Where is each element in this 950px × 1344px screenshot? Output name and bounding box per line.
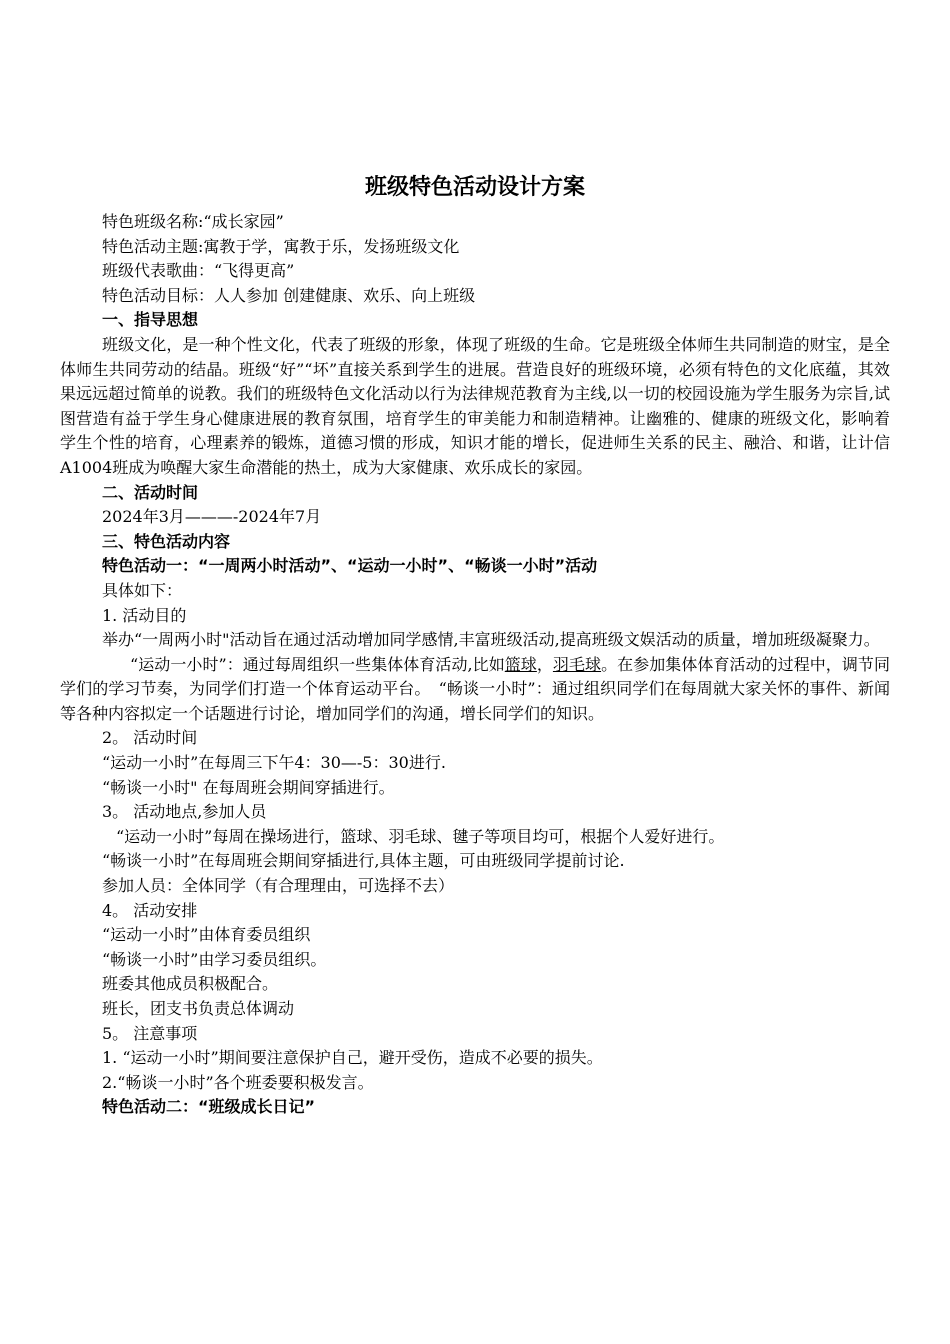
activity2-heading: 特色活动二：“班级成长日记”	[102, 1097, 316, 1117]
section-heading-activity-content: 三、特色活动内容	[102, 531, 231, 551]
guiding-ideology-paragraph: 班级文化，是一种个性文化，代表了班级的形象，体现了班级的生命。它是班级全体师生共同制造的财宝，是全体师生共同劳动的结晶。班级“好”“坏”直接关系到学生的进展。营造良好的班级环境，必须有特色的文化底蕴，其效果远远超过简单的说教。我们的班级特色文化活动以行为法律规范教育为主线,以一切的校园设施为学生服务为宗旨,试图营造有益于学生身心健康进展的教育氛围，培育学生的审美能力和制造精神。让幽雅的、健康的班级文化，影响着学生个性的培育，心理素养的锻炼，道德习惯的形成，知识才能的增长，促进师生关系的民主、融洽、和谐，让计信A1004班成为唤醒大家生命潜能的热土，成为大家健康、欢乐成长的家园。	[60, 334, 890, 477]
place-line-sports: “运动一小时”每周在操场进行，篮球、羽毛球、毽子等项目均可，根据个人爱好进行。	[116, 826, 725, 846]
class-name-line: 特色班级名称:“成长家园”	[102, 212, 284, 231]
notes-heading: 5。 注意事项	[102, 1023, 198, 1043]
activity-time-range: 2024年3月———-2024年7月	[102, 507, 322, 527]
participants-line: 参加人员：全体同学（有合理理由，可选择不去）	[102, 876, 455, 896]
purpose-paragraph: 举办“一周两小时"活动旨在通过活动增加同学感情,丰富班级活动,提高班级文娱活动的质量，增加班级凝聚力。	[102, 630, 880, 650]
section-heading-guiding-ideology: 一、指导思想	[102, 310, 199, 330]
time-line-talk: “畅谈一小时" 在每周班会期间穿插进行。	[102, 777, 395, 797]
sports-separator: ，	[536, 654, 553, 674]
arrange-line-committee: 班委其他成员积极配合。	[102, 974, 279, 994]
sports-talk-paragraph	[60, 653, 890, 727]
purpose-heading: 1. 活动目的	[102, 605, 187, 625]
arrange-line-talk: “畅谈一小时”由学习委员组织。	[102, 949, 327, 969]
place-line-talk: “畅谈一小时”在每周班会期间穿插进行,具体主题，可由班级同学提前讨论.	[102, 851, 625, 871]
document-page	[60, 170, 890, 1120]
time-line-sports: “运动一小时”在每周三下午4：30—-5：30进行.	[102, 753, 446, 773]
sports-paragraph-end: 。在参加集体体育活动的过程中，调节同学们的学习节奏，为同学们打造一个体育运动平台。 “畅谈一小时”：通过组织同学们在每周就大家关怀的事件、新闻等各种内容拟定一个话题进行讨论，增加同学们的沟通，增长同学们的知识。	[60, 654, 890, 723]
sports-paragraph-start: “运动一小时”：通过每周组织一些集体体育活动,比如	[130, 654, 505, 674]
class-song-line: 班级代表歌曲：“飞得更高”	[102, 261, 295, 281]
arrange-line-leaders: 班长，团支书负责总体调动	[102, 999, 295, 1018]
section-heading-activity-time: 二、活动时间	[102, 482, 199, 502]
basketball-link[interactable]: 篮球	[504, 654, 537, 674]
time-heading: 2。 活动时间	[102, 728, 198, 748]
place-heading: 3。 活动地点,参加人员	[102, 802, 267, 822]
details-intro: 具体如下：	[102, 580, 183, 600]
activity-theme-line: 特色活动主题:寓教于学，寓教于乐，发扬班级文化	[102, 236, 460, 256]
document-title: 班级特色活动设计方案	[364, 175, 585, 200]
badminton-link[interactable]: 羽毛球	[552, 654, 602, 674]
notes-line-1: 1. “运动一小时”期间要注意保护自己，避开受伤，造成不必要的损失。	[102, 1048, 603, 1068]
arrange-heading: 4。 活动安排	[102, 900, 198, 920]
activity-goal-line: 特色活动目标：人人参加 创建健康、欢乐、向上班级	[102, 285, 476, 305]
activity1-heading: 特色活动一：“一周两小时活动”、“运动一小时”、“畅谈一小时”活动	[102, 556, 598, 576]
arrange-line-sports: “运动一小时”由体育委员组织	[102, 925, 311, 945]
notes-line-2: 2.“畅谈一小时”各个班委要积极发言。	[102, 1072, 374, 1092]
